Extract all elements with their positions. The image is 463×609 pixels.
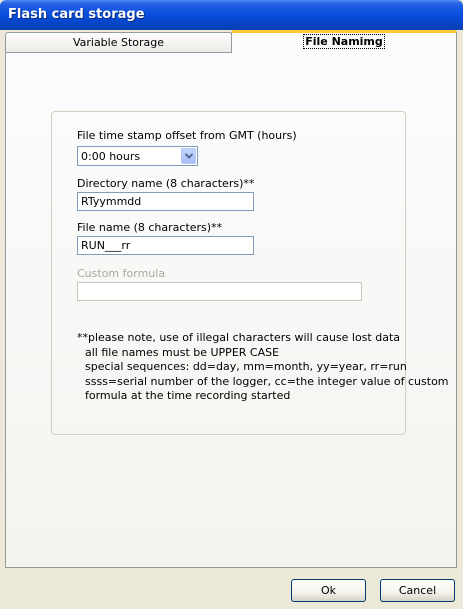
ok-button[interactable]: Ok (291, 579, 366, 602)
offset-label: File time stamp offset from GMT (hours) (77, 129, 297, 142)
directory-label: Directory name (8 characters)** (77, 177, 255, 190)
directory-name-field[interactable]: RTyymmdd (77, 192, 254, 211)
window-title: Flash card storage (8, 7, 145, 22)
file-name-field[interactable]: RUN___rr (77, 236, 254, 255)
dropdown-button[interactable] (181, 148, 196, 164)
note-line: **please note, use of illegal characters will cause lost data (77, 331, 401, 344)
tab-variable-storage[interactable]: Variable Storage (5, 32, 232, 52)
file-name-label: File name (8 characters)** (77, 221, 223, 234)
cancel-button[interactable]: Cancel (380, 579, 455, 602)
tab-file-naming[interactable] (231, 30, 457, 53)
offset-value: 0:00 hours (81, 150, 141, 163)
naming-notes (77, 331, 449, 404)
custom-formula-label: Custom formula (77, 267, 166, 280)
note-line: formula at the time recording started (85, 389, 291, 402)
note-line: special sequences: dd=day, mm=month, yy=year, rr=run (85, 360, 407, 373)
tab-file-naming-label: File Namimg (305, 35, 383, 48)
chevron-down-icon (185, 153, 193, 159)
title-bar[interactable] (0, 0, 463, 30)
note-line: ssss=serial number of the logger, cc=the integer value of custom (85, 374, 449, 388)
note-line: all file names must be UPPER CASE (85, 345, 280, 359)
custom-formula-field (77, 282, 362, 301)
offset-dropdown[interactable] (77, 146, 198, 166)
